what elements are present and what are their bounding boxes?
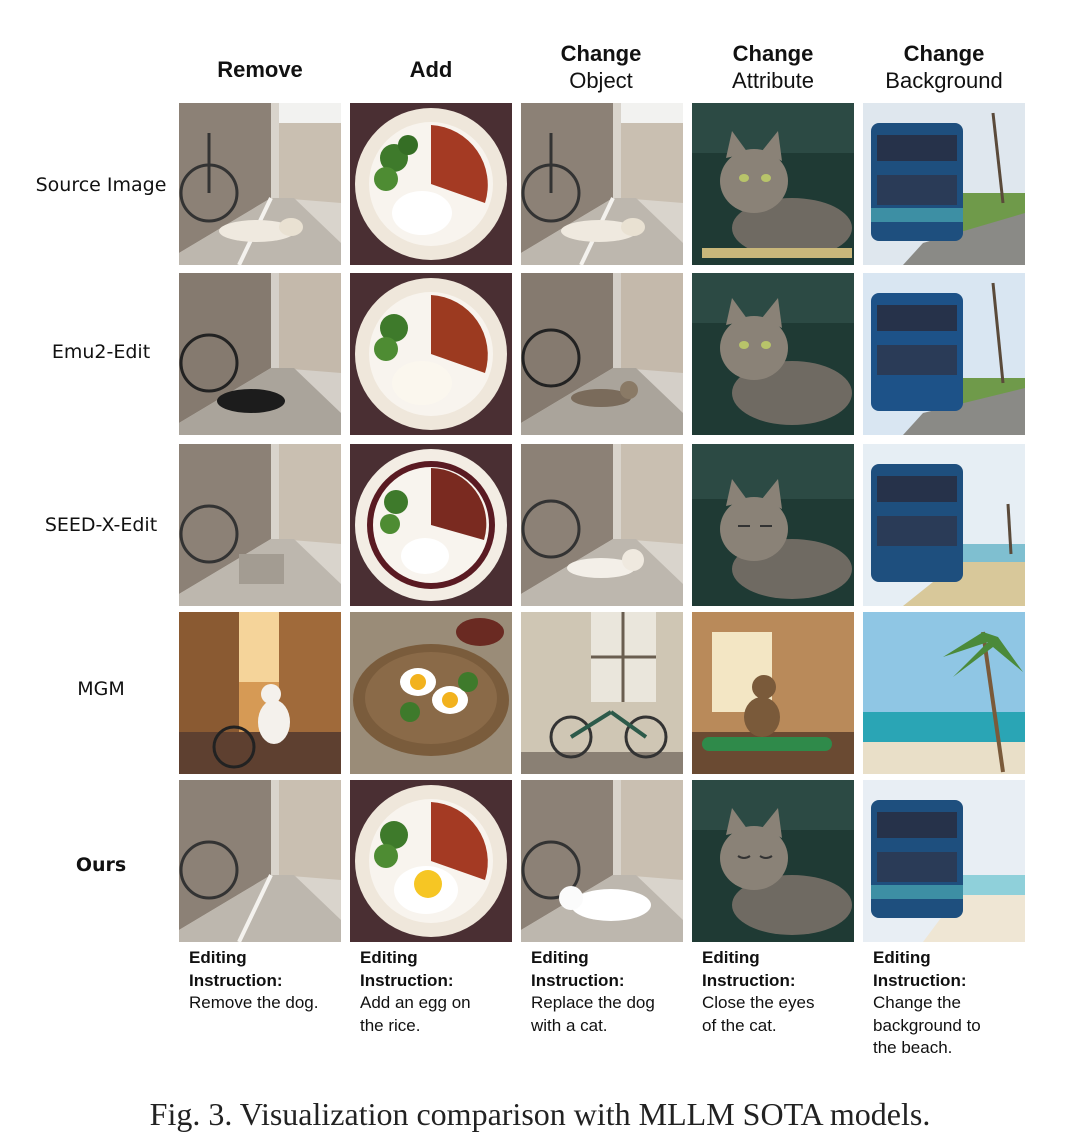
instruction-heading: Instruction: (189, 970, 283, 990)
image-ours-remove (179, 780, 341, 942)
image-source-change-object (521, 103, 683, 265)
column-header-line2: Background (885, 68, 1003, 93)
image-ours-change-object (521, 780, 683, 942)
image-ours-change-background (863, 780, 1025, 942)
instruction-text: of the cat. (702, 1015, 777, 1035)
image-emu2-remove (179, 273, 341, 435)
instruction-heading: Editing (702, 948, 760, 967)
image-source-change-attribute (692, 103, 854, 265)
column-header-line1: Change (903, 41, 985, 66)
instruction-heading: Editing (189, 948, 247, 967)
image-source-change-background (863, 103, 1025, 265)
instruction-text: the beach. (873, 1038, 953, 1057)
image-seedx-add (350, 444, 512, 606)
instruction-text: background to (873, 1015, 981, 1035)
column-header-line2: Object (569, 68, 633, 93)
row-label-seed-x-edit: SEED-X-Edit (44, 514, 158, 536)
instruction-add (360, 947, 525, 1037)
column-header-change-attribute (688, 40, 858, 94)
image-emu2-change-object (521, 273, 683, 435)
image-mgm-change-object (521, 612, 683, 774)
instruction-text: Remove the dog. (189, 993, 319, 1012)
image-seedx-remove (179, 444, 341, 606)
instruction-change-object (531, 947, 696, 1037)
column-header-line1: Add (409, 57, 453, 82)
image-mgm-change-background (863, 612, 1025, 774)
instruction-text: Replace the dog (531, 993, 655, 1012)
instruction-heading: Editing (873, 948, 931, 967)
row-label-ours: Ours (75, 854, 127, 876)
image-ours-add (350, 780, 512, 942)
image-emu2-change-background (863, 273, 1025, 435)
column-header-change-background (859, 40, 1029, 94)
column-header-line1: Remove (217, 57, 303, 82)
image-mgm-remove (179, 612, 341, 774)
image-mgm-add (350, 612, 512, 774)
row-label-source-image: Source Image (35, 174, 167, 196)
instruction-text: Close the eyes (702, 993, 815, 1012)
column-header-line1: Change (560, 41, 642, 66)
image-seedx-change-background (863, 444, 1025, 606)
column-header-change-object (516, 40, 686, 94)
instruction-heading: Instruction: (702, 970, 796, 990)
image-source-add (350, 103, 512, 265)
row-label-emu2-edit: Emu2-Edit (51, 341, 151, 363)
image-ours-change-attribute (692, 780, 854, 942)
instruction-heading: Instruction: (360, 970, 454, 990)
instruction-text: with a cat. (531, 1015, 608, 1035)
instruction-heading: Instruction: (873, 970, 967, 990)
column-header-add (346, 56, 516, 83)
image-seedx-change-attribute (692, 444, 854, 606)
instruction-change-attribute (702, 947, 867, 1037)
instruction-heading: Editing (531, 948, 589, 967)
instruction-heading: Editing (360, 948, 418, 967)
instruction-text: Add an egg on (360, 993, 471, 1012)
image-mgm-change-attribute (692, 612, 854, 774)
instruction-text: Change the (873, 993, 961, 1012)
column-header-remove (175, 56, 345, 83)
row-label-mgm: MGM (77, 678, 125, 700)
instruction-remove (189, 947, 354, 1015)
image-source-remove (179, 103, 341, 265)
column-header-line1: Change (732, 41, 814, 66)
instruction-change-background (873, 947, 1038, 1060)
instruction-text: the rice. (360, 1015, 421, 1035)
figure-caption: Fig. 3. Visualization comparison with MLLM SOTA models. (149, 1096, 931, 1132)
column-header-line2: Attribute (732, 68, 814, 93)
image-seedx-change-object (521, 444, 683, 606)
image-emu2-add (350, 273, 512, 435)
image-emu2-change-attribute (692, 273, 854, 435)
instruction-heading: Instruction: (531, 970, 625, 990)
